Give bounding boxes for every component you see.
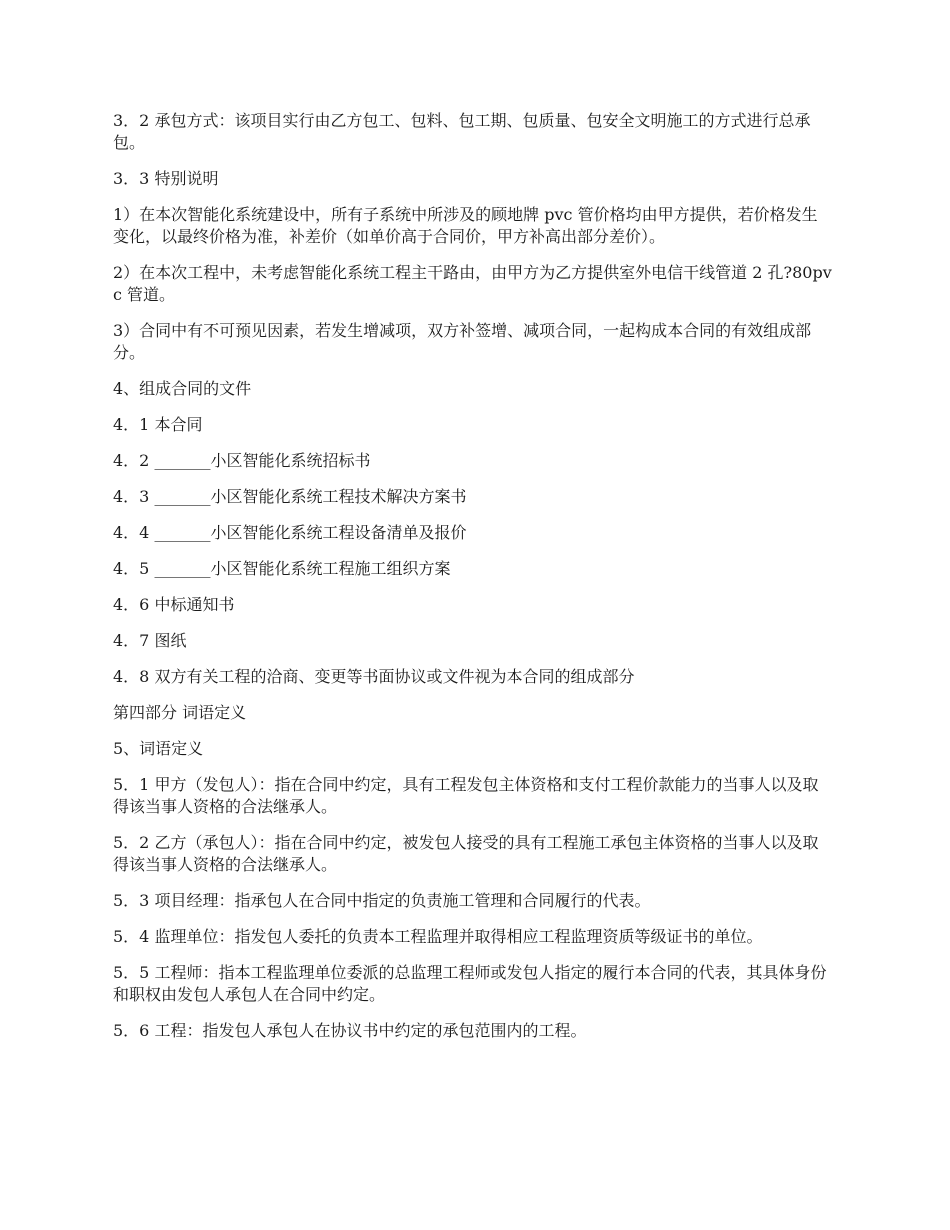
clause-5-3-project-manager: 5．3 项目经理：指承包人在合同中指定的负责施工管理和合同履行的代表。 bbox=[113, 891, 651, 910]
clause-4-5: 4．5 _______小区智能化系统工程施工组织方案 bbox=[113, 559, 451, 578]
clause-4-2: 4．2 _______小区智能化系统招标书 bbox=[113, 451, 371, 470]
part-4-heading: 第四部分 词语定义 bbox=[113, 703, 247, 722]
clause-5-5-engineer: 5．5 工程师：指本工程监理单位委派的总监理工程师或发包人指定的履行本合同的代表，其具体身份和职权由发包人承包人在合同中约定。 bbox=[113, 963, 827, 1004]
document-body bbox=[113, 110, 833, 1056]
section-4-contract-documents: 4、组成合同的文件 bbox=[113, 379, 252, 398]
clause-4-7: 4．7 图纸 bbox=[113, 631, 187, 650]
section-5-definitions: 5、词语定义 bbox=[113, 739, 204, 758]
note-3-unforeseen-factors: 3）合同中有不可预见因素，若发生增减项，双方补签增、减项合同，一起构成本合同的有效组成部分。 bbox=[113, 321, 812, 362]
note-2-trunk-routing: 2）在本次工程中，未考虑智能化系统工程主干路由，由甲方为乙方提供室外电信干线管道 2 孔?80pvc 管道。 bbox=[113, 263, 832, 304]
clause-5-2-party-b: 5．2 乙方（承包人）：指在合同中约定，被发包人接受的具有工程施工承包主体资格的当事人以及取得该当事人资格的合法继承人。 bbox=[113, 833, 819, 874]
clause-3-2-contracting-method: 3．2 承包方式：该项目实行由乙方包工、包料、包工期、包质量、包安全文明施工的方式进行总承包。 bbox=[113, 111, 811, 152]
clause-5-6-project: 5．6 工程：指发包人承包人在协议书中约定的承包范围内的工程。 bbox=[113, 1021, 587, 1040]
clause-4-1: 4．1 本合同 bbox=[113, 415, 203, 434]
clause-4-3: 4．3 _______小区智能化系统工程技术解决方案书 bbox=[113, 487, 467, 506]
note-1-pvc-pricing: 1）在本次智能化系统建设中，所有子系统中所涉及的顾地牌 pvc 管价格均由甲方提供，若价格发生变化，以最终价格为准，补差价（如单价高于合同价，甲方补高出部分差价）。 bbox=[113, 205, 818, 246]
clause-3-3-special-notes: 3．3 特别说明 bbox=[113, 169, 219, 188]
clause-5-1-party-a: 5．1 甲方（发包人）：指在合同中约定，具有工程发包主体资格和支付工程价款能力的当事人以及取得该当事人资格的合法继承人。 bbox=[113, 775, 819, 816]
clause-4-4: 4．4 _______小区智能化系统工程设备清单及报价 bbox=[113, 523, 467, 542]
clause-4-6: 4．6 中标通知书 bbox=[113, 595, 235, 614]
clause-4-8: 4．8 双方有关工程的洽商、变更等书面协议或文件视为本合同的组成部分 bbox=[113, 667, 635, 686]
clause-5-4-supervision-unit: 5．4 监理单位：指发包人委托的负责本工程监理并取得相应工程监理资质等级证书的单位。 bbox=[113, 927, 763, 946]
